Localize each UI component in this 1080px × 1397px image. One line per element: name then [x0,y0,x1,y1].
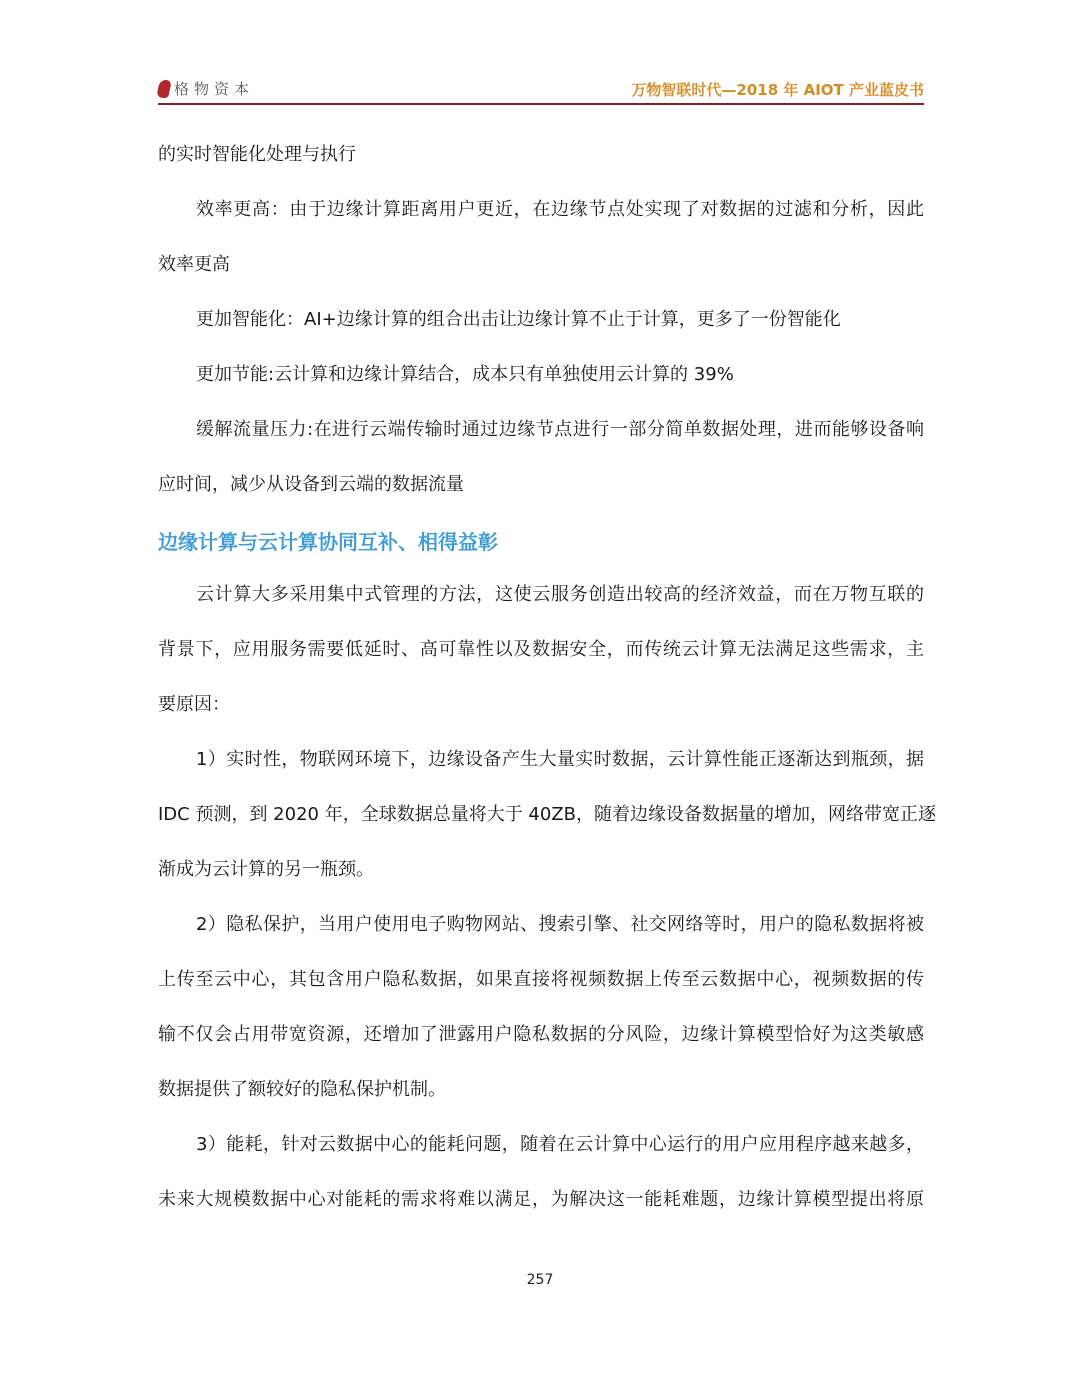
body-line: 输不仅会占用带宽资源，还增加了泄露用户隐私数据的分风险，边缘计算模型恰好为这类敏感 [158,1024,924,1045]
body-line: 未来大规模数据中心对能耗的需求将难以满足，为解决这一能耗难题，边缘计算模型提出将原 [158,1189,924,1210]
body-line: 上传至云中心，其包含用户隐私数据，如果直接将视频数据上传至云数据中心，视频数据的传 [158,969,924,990]
body-line: 更加智能化：AI+边缘计算的组合出击让边缘计算不止于计算，更多了一份智能化 [196,309,841,330]
body-line: 云计算大多采用集中式管理的方法，这使云服务创造出较高的经济效益，而在万物互联的 [196,584,924,605]
body-line: 3）能耗，针对云数据中心的能耗问题，随着在云计算中心运行的用户应用程序越来越多， [196,1134,924,1155]
document-title: 万物智联时代—2018 年 AIOT 产业蓝皮书 [631,81,924,99]
logo [158,78,254,99]
body-line: 数据提供了额较好的隐私保护机制。 [158,1079,446,1100]
body-line: 缓解流量压力:在进行云端传输时通过边缘节点进行一部分简单数据处理，进而能够设备响 [196,419,924,440]
body-line: 的实时智能化处理与执行 [158,144,356,165]
body-line: 要原因： [158,694,230,715]
body-line: IDC 预测，到 2020 年，全球数据总量将大于 40ZB，随着边缘设备数据量的增加，网络带宽正逐 [158,804,937,825]
logo-text: 格物资本 [174,80,255,98]
header-divider [158,103,924,105]
body-line: 效率更高 [158,254,230,275]
body-line: 效率更高：由于边缘计算距离用户更近，在边缘节点处实现了对数据的过滤和分析，因此 [196,199,924,220]
body-line: 2）隐私保护，当用户使用电子购物网站、搜索引擎、社交网络等时，用户的隐私数据将被 [196,914,924,935]
page-number: 257 [526,1272,554,1288]
body-line: 背景下，应用服务需要低延时、高可靠性以及数据安全，而传统云计算无法满足这些需求，主 [158,639,924,660]
body-line: 更加节能:云计算和边缘计算结合，成本只有单独使用云计算的 39% [196,364,734,385]
body-line: 1）实时性，物联网环境下，边缘设备产生大量实时数据，云计算性能正逐渐达到瓶颈，据 [196,749,924,770]
body-line: 应时间，减少从设备到云端的数据流量 [158,474,464,495]
logo-mark-icon [156,80,172,98]
page-header [158,74,924,104]
section-heading: 边缘计算与云计算协同互补、相得益彰 [158,530,498,554]
body-line: 渐成为云计算的另一瓶颈。 [158,859,374,880]
